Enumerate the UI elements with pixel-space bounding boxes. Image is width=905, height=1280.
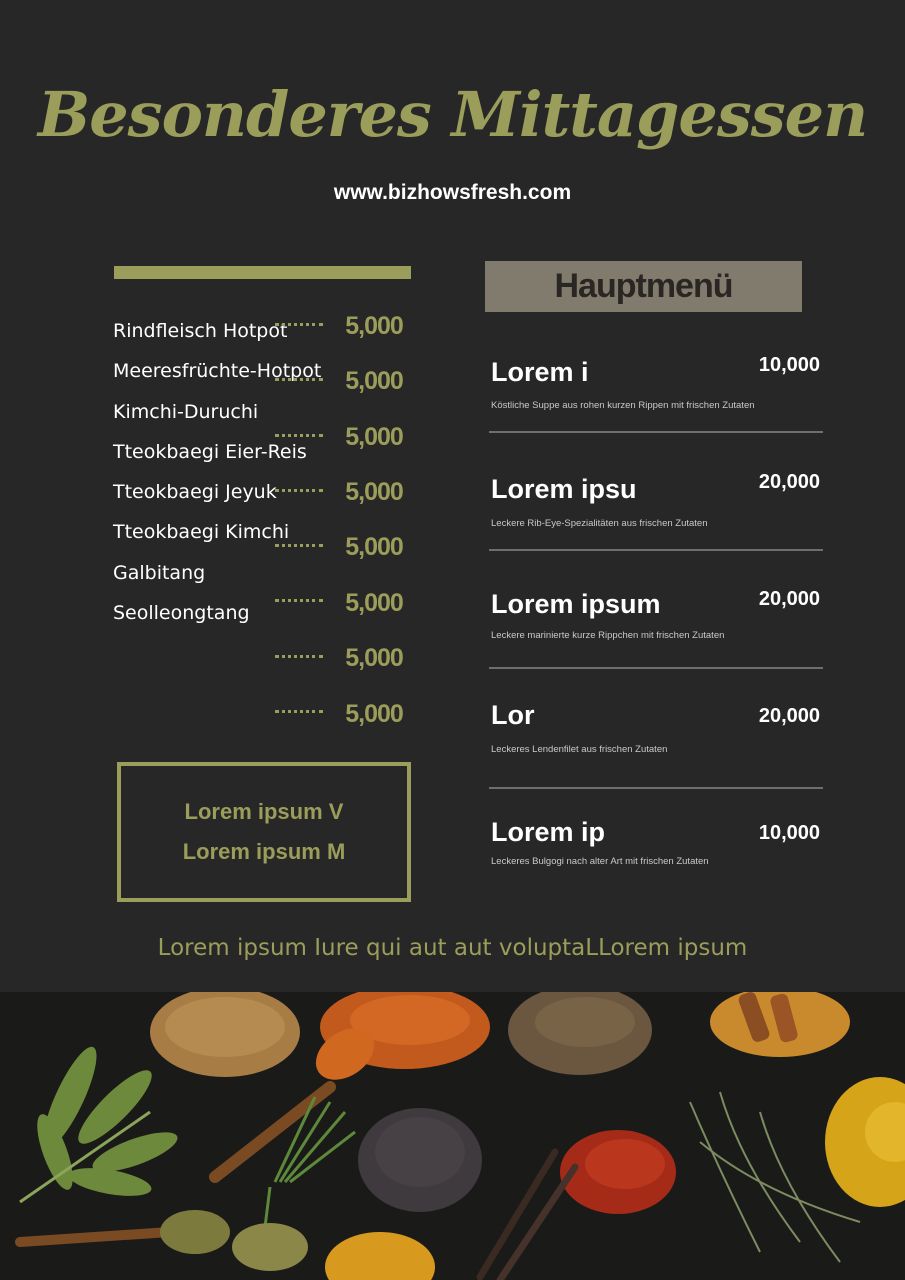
left-accent-bar	[114, 266, 411, 279]
menu-divider	[489, 787, 823, 789]
item-price: 5,000	[345, 312, 403, 340]
promo-line-1: Lorem ipsum V	[184, 799, 344, 824]
promo-line-2: Lorem ipsum M	[182, 839, 346, 864]
dish-description: Leckere Rib-Eye-Spezialitäten aus frischen Zutaten	[491, 518, 708, 529]
item-price: 5,000	[345, 644, 403, 672]
menu-divider	[489, 549, 823, 551]
menu-item-name: Seolleongtang	[113, 602, 250, 625]
item-price: 5,000	[345, 478, 403, 506]
dot-leader	[275, 599, 323, 602]
menu-divider	[489, 667, 823, 669]
dot-leader	[275, 710, 323, 713]
page-title: Besonderes Mittagessen	[37, 78, 868, 151]
dish-price: 20,000	[758, 471, 820, 493]
item-price: 5,000	[345, 700, 403, 728]
menu-divider	[489, 431, 823, 433]
menu-item-name: Tteokbaegi Kimchi	[113, 521, 290, 544]
dot-leader	[275, 544, 323, 547]
menu-item-name: Meeresfrüchte-Hotpot	[113, 360, 322, 383]
menu-item-name: Galbitang	[113, 561, 206, 584]
dot-leader	[275, 489, 323, 492]
menu-item-name: Tteokbaegi Eier-Reis	[113, 440, 307, 463]
dish-price: 10,000	[758, 822, 820, 844]
dish-name: Lorem i	[491, 357, 589, 387]
item-price: 5,000	[345, 423, 403, 451]
dish-description: Köstliche Suppe aus rohen kurzen Rippen mit frischen Zutaten	[491, 400, 755, 411]
dish-description: Leckeres Lendenfilet aus frischen Zutaten	[491, 744, 668, 755]
dish-name: Lor	[491, 700, 535, 730]
dish-price: 20,000	[758, 705, 820, 727]
dot-leader	[275, 434, 323, 437]
dot-leader	[275, 378, 323, 381]
item-price: 5,000	[345, 533, 403, 561]
item-price: 5,000	[345, 367, 403, 395]
dish-name: Lorem ipsum	[491, 589, 661, 619]
dish-name: Lorem ipsu	[491, 474, 637, 504]
dish-name: Lorem ip	[491, 817, 606, 847]
main-menu-heading: Hauptmenü	[485, 261, 802, 312]
spice-photo	[0, 992, 905, 1280]
menu-item-name: Rindfleisch Hotpot	[113, 320, 288, 342]
dish-description: Leckere marinierte kurze Rippchen mit frischen Zutaten	[491, 630, 725, 641]
item-price: 5,000	[345, 589, 403, 617]
dish-price: 20,000	[758, 588, 820, 610]
dot-leader	[275, 655, 323, 658]
dish-price: 10,000	[758, 354, 820, 376]
dish-description: Leckeres Bulgogi nach alter Art mit frischen Zutaten	[491, 856, 709, 867]
promo-box	[117, 762, 411, 902]
website-url[interactable]: www.bizhowsfresh.com	[333, 181, 572, 204]
menu-item-name: Tteokbaegi Jeyuk	[113, 481, 277, 504]
menu-item-name: Kimchi-Duruchi	[113, 400, 259, 423]
footer-tagline: Lorem ipsum Iure qui aut aut voluptaLLorem ipsum	[157, 935, 748, 961]
left-menu-list	[113, 318, 343, 640]
dot-leader	[275, 323, 323, 326]
